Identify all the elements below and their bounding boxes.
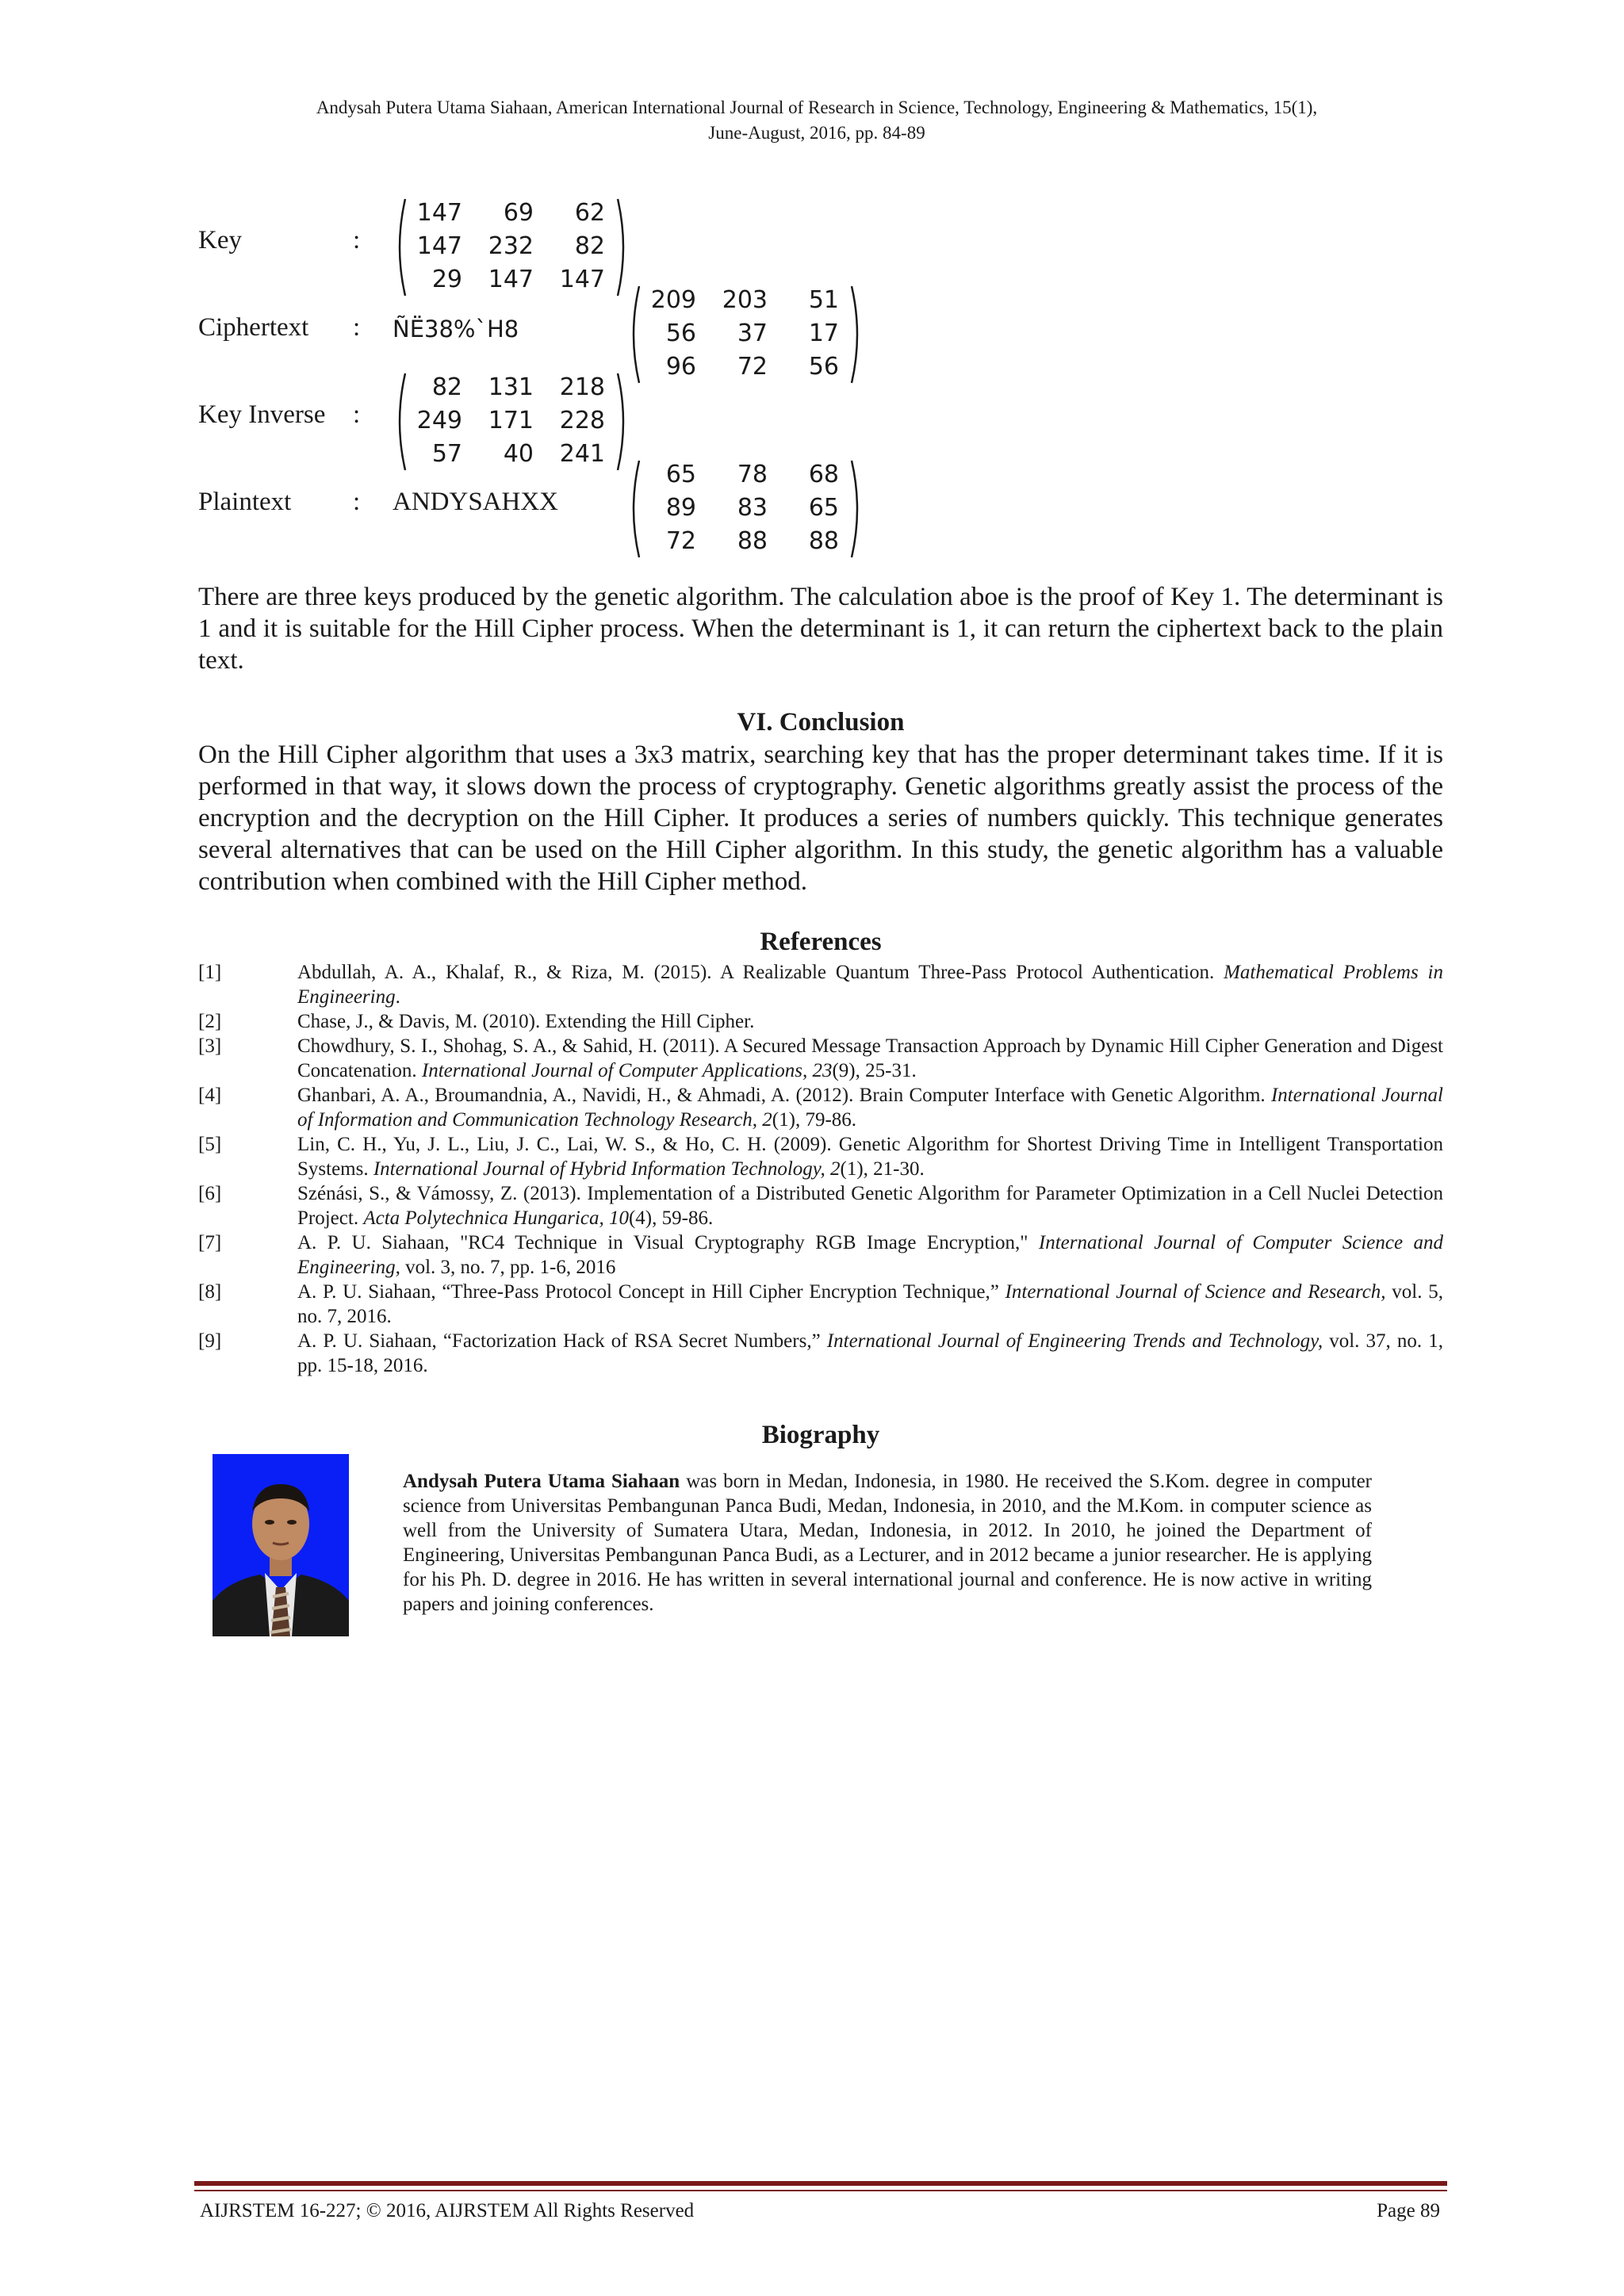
reference-main: A. P. U. Siahaan, “Factorization Hack of RSA Secret Numbers,” <box>297 1330 827 1352</box>
reference-tail: vol. 5, no. 7, 2016. <box>297 1281 1443 1327</box>
matrix-cell: 51 <box>808 286 839 314</box>
key-inverse-label: Key Inverse <box>198 400 326 429</box>
matrix-cell: 72 <box>737 353 768 381</box>
matrix-cell: 57 <box>431 440 462 468</box>
right-bracket <box>618 199 623 296</box>
matrix-cell: 72 <box>665 527 696 555</box>
reference-main: A. P. U. Siahaan, “Three-Pass Protocol Concept in Hill Cipher Encryption Technique,” <box>297 1281 1005 1303</box>
reference-number: [2] <box>198 1011 222 1032</box>
reference-text <box>297 1009 1443 1034</box>
matrix-cell: 40 <box>503 440 534 468</box>
matrix-cell: 218 <box>559 373 605 401</box>
matrix-cell: 249 <box>416 407 462 434</box>
matrix-cell: 37 <box>737 320 768 347</box>
plaintext-label: Plaintext <box>198 488 292 516</box>
matrix-cell: 82 <box>574 232 605 260</box>
reference-main: Ghanbari, A. A., Broumandnia, A., Navidi, H., & Ahmadi, A. (2012). Brain Computer Interface with Genetic Algorithm. <box>297 1085 1271 1106</box>
running-header <box>198 95 1435 146</box>
matrix-cell: 29 <box>431 266 462 293</box>
key-inverse-colon: : <box>353 400 361 429</box>
reference-tail: (1), 21-30. <box>840 1158 925 1180</box>
matrix-cell: 171 <box>488 407 534 434</box>
reference-source: Mathematical Problems in Engineering <box>297 962 1443 1008</box>
matrix-cell: 96 <box>665 353 696 381</box>
reference-main: A. P. U. Siahaan, "RC4 Technique in Visual Cryptography RGB Image Encryption," <box>297 1232 1039 1253</box>
footer-rule-thin <box>194 2190 1447 2191</box>
matrix-cell: 209 <box>650 286 696 314</box>
ciphertext-matrix <box>626 283 864 386</box>
reference-main: Abdullah, A. A., Khalaf, R., & Riza, M. (2015). A Realizable Quantum Three-Pass Protocol Authentication. <box>297 962 1224 983</box>
ciphertext-label: Ciphertext <box>198 313 309 342</box>
conclusion-heading: VI. Conclusion <box>737 708 905 737</box>
reference-tail: (4), 59-86. <box>628 1207 714 1229</box>
reference-source: International Journal of Science and Research, <box>1005 1281 1386 1303</box>
reference-text <box>297 1280 1443 1329</box>
running-header-line2: June-August, 2016, pp. 84-89 <box>708 123 925 143</box>
matrix-cell: 56 <box>665 320 696 347</box>
reference-source: International Journal of Information and Communication Technology Research, 2 <box>297 1085 1443 1131</box>
body-paragraph: There are three keys produced by the genetic algorithm. The calculation aboe is the proof of Key 1. The determinant is 1 and it is suitable for the Hill Cipher process. When the determinant is 1, it can return the ciphertext back to the plain text. <box>198 583 1443 675</box>
reference-main: Lin, C. H., Yu, J. L., Liu, J. C., Lai, W. S., & Ho, C. H. (2009). Genetic Algorithm for Shortest Driving Time in Intelligent Transportation Systems. <box>297 1134 1443 1180</box>
plaintext-colon: : <box>353 488 361 516</box>
matrix-cell: 147 <box>559 266 605 293</box>
reference-text <box>297 1329 1443 1378</box>
right-bracket <box>618 373 623 470</box>
reference-source: International Journal of Engineering Trends and Technology, <box>826 1330 1323 1352</box>
matrix-cell: 203 <box>722 286 768 314</box>
reference-tail: (1), 79-86. <box>772 1109 857 1131</box>
matrix-cell: 68 <box>808 461 839 488</box>
matrix-cell: 232 <box>488 232 534 260</box>
matrix-cell: 65 <box>665 461 696 488</box>
matrix-cell: 228 <box>559 407 605 434</box>
reference-number: [7] <box>198 1232 222 1253</box>
reference-tail: vol. 37, no. 1, pp. 15-18, 2016. <box>297 1330 1443 1376</box>
matrix-cell: 147 <box>416 199 462 227</box>
footer-rule-thick <box>194 2181 1447 2186</box>
running-header-line1: Andysah Putera Utama Siahaan, American International Journal of Research in Science, Technology, Engineering & Mathematics, 15(1), <box>316 98 1318 117</box>
matrix-cell: 88 <box>737 527 768 555</box>
reference-tail: vol. 3, no. 7, pp. 1-6, 2016 <box>400 1257 616 1278</box>
reference-number: [1] <box>198 962 222 983</box>
reference-text <box>297 1132 1443 1181</box>
reference-number: [4] <box>198 1085 222 1106</box>
reference-source: International Journal of Computer Applications, 23 <box>421 1060 833 1081</box>
reference-text <box>297 1230 1443 1280</box>
matrix-cell: 82 <box>431 373 462 401</box>
reference-text <box>297 960 1443 1009</box>
matrix-cell: 17 <box>808 320 839 347</box>
reference-tail: (9), 25-31. <box>832 1060 917 1081</box>
reference-text <box>297 1083 1443 1132</box>
matrix-cell: 147 <box>416 232 462 260</box>
reference-number: [8] <box>198 1281 222 1303</box>
plaintext-matrix <box>626 457 864 561</box>
author-name: Andysah Putera Utama Siahaan <box>403 1471 680 1492</box>
reference-number: [3] <box>198 1035 222 1057</box>
reference-source: International Journal of Hybrid Information Technology, 2 <box>373 1158 841 1180</box>
matrix-cell: 62 <box>574 199 605 227</box>
ciphertext-text: ÑË38%`H8 <box>393 316 519 342</box>
reference-tail: . <box>395 986 400 1008</box>
ciphertext-colon: : <box>353 313 361 342</box>
key-matrix <box>393 196 630 299</box>
footer-copyright: AIJRSTEM 16-227; © 2016, AIJRSTEM All Rights Reserved <box>200 2200 695 2221</box>
reference-number: [6] <box>198 1183 222 1204</box>
biography-body: was born in Medan, Indonesia, in 1980. He received the S.Kom. degree in computer science from Universitas Pembangunan Panca Budi, Medan, Indonesia, in 2010, and the M.Kom. in computer science as well from the University of Sumatera Utara, Medan, Indonesia, in 2012. In 2010, he joined the Department of Engineering, Universitas Pembangunan Panca Budi, as a Lecturer, and in 2012 became a junior researcher. He is applying for his Ph. D. degree in 2016. He has written in several international journal and conference. He is now active in writing papers and joining conferences. <box>403 1471 1372 1615</box>
matrix-cell: 65 <box>808 494 839 522</box>
author-photo <box>213 1454 349 1636</box>
reference-number: [9] <box>198 1330 222 1352</box>
right-bracket <box>852 286 857 383</box>
reference-text <box>297 1181 1443 1230</box>
biography-heading: Biography <box>761 1421 880 1449</box>
page-number: Page 89 <box>1377 2200 1440 2221</box>
reference-text <box>297 1034 1443 1083</box>
reference-source: Acta Polytechnica Hungarica, 10 <box>363 1207 629 1229</box>
matrix-cell: 89 <box>665 494 696 522</box>
matrix-cell: 69 <box>503 199 534 227</box>
reference-main: Szénási, S., & Vámossy, Z. (2013). Implementation of a Distributed Genetic Algorithm for Parameter Optimization in a Cell Nuclei Detection Project. <box>297 1183 1443 1229</box>
reference-source: International Journal of Computer Science and Engineering, <box>297 1232 1443 1278</box>
biography-text <box>403 1469 1372 1617</box>
right-bracket <box>852 461 857 557</box>
matrix-cell: 78 <box>737 461 768 488</box>
key-colon: : <box>353 226 361 254</box>
references-heading: References <box>760 928 882 956</box>
conclusion-paragraph: On the Hill Cipher algorithm that uses a 3x3 matrix, searching key that has the proper determinant takes time. If it is performed in that way, it slows down the process of cryptography. Genetic algorithms greatly assist the process of the encryption and the decryption on the Hill Cipher. It produces a series of numbers quickly. This technique generates several alternatives that can be used on the Hill Cipher algorithm. In this study, the genetic algorithm has a valuable contribution when combined with the Hill Cipher method. <box>198 740 1443 896</box>
matrix-cell: 56 <box>808 353 839 381</box>
key-inverse-matrix <box>393 370 630 473</box>
reference-main: Chowdhury, S. I., Shohag, S. A., & Sahid, H. (2011). A Secured Message Transaction Approach by Dynamic Hill Cipher Generation and Digest Concatenation. <box>297 1035 1443 1081</box>
key-label: Key <box>198 226 242 254</box>
matrix-cell: 83 <box>737 494 768 522</box>
reference-main: Chase, J., & Davis, M. (2010). Extending the Hill Cipher. <box>297 1011 755 1032</box>
matrix-cell: 131 <box>488 373 534 401</box>
matrix-cell: 147 <box>488 266 534 293</box>
matrix-cell: 241 <box>559 440 605 468</box>
plaintext-text: ANDYSAHXX <box>393 488 559 516</box>
matrix-cell: 88 <box>808 527 839 555</box>
reference-number: [5] <box>198 1134 222 1155</box>
